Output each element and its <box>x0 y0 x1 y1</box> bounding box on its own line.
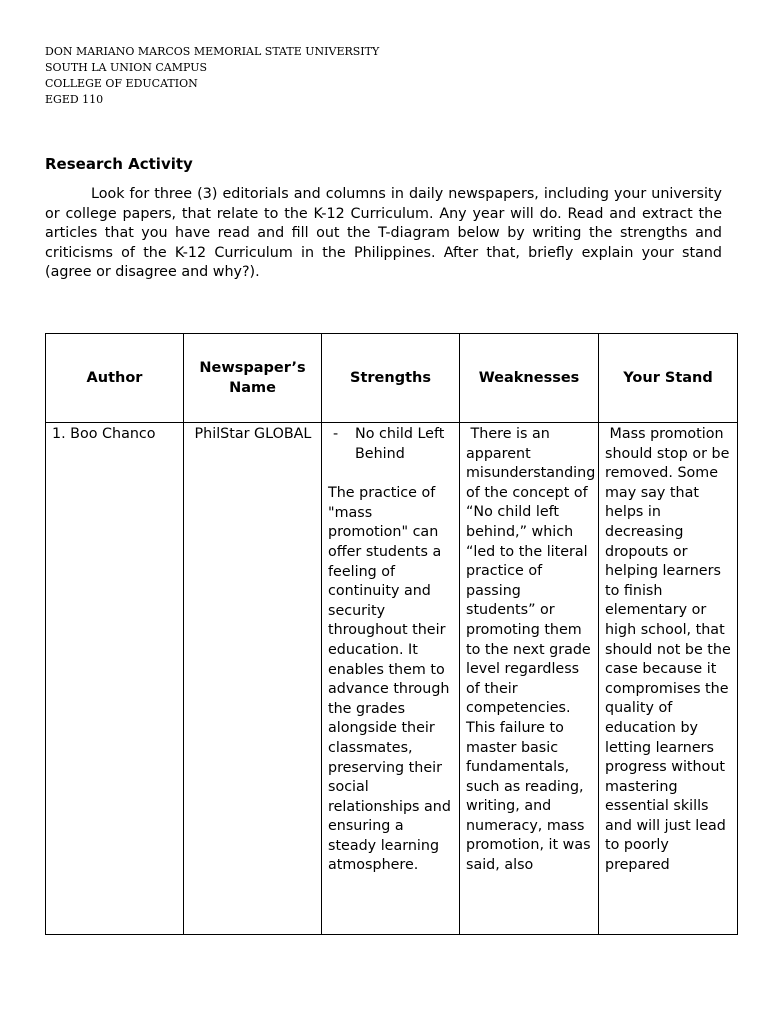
header-your-stand: Your Stand <box>599 334 738 423</box>
author-cell <box>46 423 184 935</box>
bullet-dash: - <box>333 426 339 442</box>
table-header-row <box>46 334 738 423</box>
college-name: COLLEGE OF EDUCATION <box>45 77 198 90</box>
campus-name: SOUTH LA UNION CAMPUS <box>45 61 208 74</box>
header-newspaper-name: Newspaper’s Name <box>184 334 322 423</box>
stand-cell <box>599 423 738 935</box>
strength-paragraph: The practice of "mass promotion" can offer students a feeling of continuity and security throughout their education. It enables them to advance through the grades alongside their classmates, preserving their social relationships and ensuring a steady learning atmosphere. <box>328 485 451 874</box>
t-diagram-table <box>45 333 738 935</box>
weaknesses-cell <box>460 423 599 935</box>
author-name: 1. Boo Chanco <box>52 426 156 442</box>
university-name: DON MARIANO MARCOS MEMORIAL STATE UNIVERSITY <box>45 45 380 58</box>
newspaper-cell <box>184 423 322 935</box>
header-strengths: Strengths <box>322 334 460 423</box>
table-row <box>46 423 738 935</box>
activity-instructions: Look for three (3) editorials and columns in daily newspapers, including your university or college papers, that relate to the K-12 Curriculum. Any year will do. Read and extract the articles that you have read and fill out the T-diagram below by writing the strengths and criticisms of the K-12 Curriculum in the Philippines. After that, briefly explain your stand (agree or disagree and why?). <box>45 186 722 281</box>
weakness-paragraph: There is an apparent misunderstanding of the concept of “No child left behind,” which “led to the literal practice of passing students” or promoting them to the next grade level regardless of their competencies. This failure to master basic fundamentals, such as reading, writing, and numeracy, mass promotion, it was said, also <box>466 426 600 874</box>
header-author: Author <box>46 334 184 423</box>
stand-paragraph: Mass promotion should stop or be removed. Some may say that helps in decreasing dropouts or helping learners to finish elementary or high school, that should not be the case because it compromises the quality of education by letting learners progress without mastering essential skills and will just lead to poorly prepared <box>605 426 736 874</box>
strengths-cell <box>322 423 460 935</box>
school-header <box>45 44 379 108</box>
strength-bullet <box>328 425 454 464</box>
strength-bullet-text: No child Left Behind <box>355 426 445 462</box>
course-code: EGED 110 <box>45 93 104 106</box>
activity-title: Research Activity <box>45 155 193 173</box>
newspaper-name: PhilStar GLOBAL <box>190 426 312 442</box>
header-weaknesses: Weaknesses <box>460 334 599 423</box>
